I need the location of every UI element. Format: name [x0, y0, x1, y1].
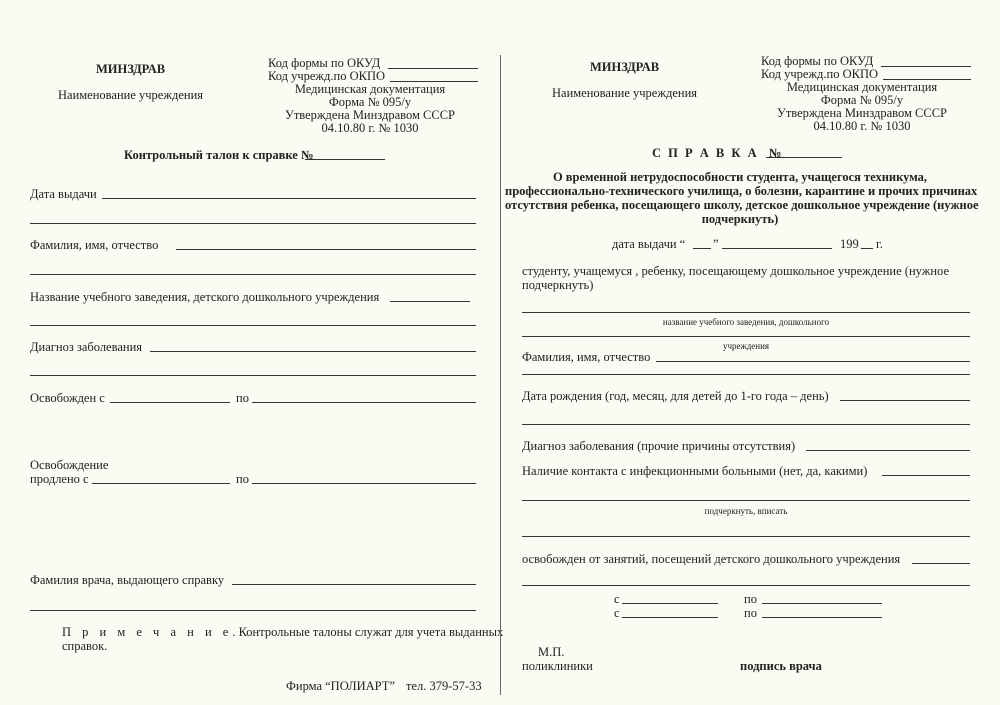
left-title-number-line[interactable] [305, 159, 385, 160]
left-released-from-line[interactable] [110, 402, 230, 403]
left-note [62, 625, 503, 639]
right-contact-label: Наличие контакта с инфекционными больными (нет, да, какими) [522, 464, 868, 478]
right-fullname-line[interactable] [656, 361, 970, 362]
left-note-text: . Контрольные талоны служат для учета выданных [232, 625, 504, 639]
right-issue-date-label: дата выдачи “ [612, 237, 686, 251]
left-released-to-label: по [236, 391, 249, 405]
left-diagnosis-label: Диагноз заболевания [30, 340, 143, 354]
left-fullname-line2[interactable] [30, 274, 476, 275]
right-school-line[interactable] [522, 312, 970, 313]
right-form-number: Форма № 095/у [820, 93, 904, 107]
left-diagnosis-line2[interactable] [30, 375, 476, 376]
right-stamp-label: М.П. [538, 645, 565, 659]
left-doctor-label: Фамилия врача, выдающего справку [30, 573, 225, 587]
right-title: С П Р А В К А № [652, 146, 784, 160]
right-birth-line[interactable] [840, 400, 970, 401]
right-school-line2[interactable] [522, 336, 970, 337]
right-approval-date: 04.10.80 г. № 1030 [813, 119, 911, 133]
right-fullname-line2[interactable] [522, 374, 970, 375]
right-issue-year-g: г. [876, 237, 883, 251]
right-diagnosis-line[interactable] [806, 450, 970, 451]
left-title: Контрольный талон к справке № [124, 148, 314, 162]
left-approved: Утверждена Минздравом СССР [284, 108, 456, 122]
right-subtitle-2: профессионально-технического училища, о болезни, карантине и прочих причинах [505, 184, 978, 198]
left-note-text2: справок. [62, 639, 108, 653]
left-extension-from-line[interactable] [92, 483, 230, 484]
right-to-student-2: подчеркнуть) [522, 278, 594, 292]
right-stamp-clinic: поликлиники [522, 659, 593, 673]
left-ministry: МИНЗДРАВ [96, 62, 166, 76]
right-birth-label: Дата рождения (год, месяц, для детей до 1-го года – день) [522, 389, 829, 403]
right-contact-line2[interactable] [522, 500, 970, 501]
left-okpo-label: Код учрежд.по ОКПО [268, 69, 386, 83]
left-issue-date-line[interactable] [102, 198, 476, 199]
left-released-to-line[interactable] [252, 402, 476, 403]
right-okpo-label: Код учрежд.по ОКПО [761, 67, 879, 81]
right-issue-quote: ” [713, 237, 719, 251]
right-birth-line2[interactable] [522, 424, 970, 425]
left-meddoc: Медицинская документация [294, 82, 446, 96]
right-from-label-1: с [614, 592, 620, 606]
right-subtitle-4: подчеркнуть) [701, 212, 779, 226]
right-released-label: освобожден от занятий, посещений детского дошкольного учреждения [522, 552, 901, 566]
right-subtitle-3: отсутствия ребенка, посещающего школу, детское дошкольное учреждение (нужное [505, 198, 979, 212]
right-issue-month-line[interactable] [722, 248, 832, 249]
right-released-line[interactable] [912, 563, 970, 564]
right-to-label-2: по [744, 606, 757, 620]
right-diagnosis-label: Диагноз заболевания (прочие причины отсутствия) [522, 439, 796, 453]
right-released-line2[interactable] [522, 585, 970, 586]
left-diagnosis-line[interactable] [150, 351, 476, 352]
right-subtitle-1: О временной нетрудоспособности студента, учащегося техникума, [552, 170, 928, 184]
right-meddoc: Медицинская документация [786, 80, 938, 94]
left-okud-line[interactable] [388, 68, 478, 69]
right-title-number-line[interactable] [766, 157, 842, 158]
left-doctor-line[interactable] [232, 584, 476, 585]
right-okud-label: Код формы по ОКУД [761, 54, 874, 68]
right-from-label-2: с [614, 606, 620, 620]
left-extension-to-label: по [236, 472, 249, 486]
right-to-line-2[interactable] [762, 617, 882, 618]
left-institution-label: Наименование учреждения [58, 88, 204, 102]
right-fullname-label: Фамилия, имя, отчество [522, 350, 651, 364]
right-to-label-1: по [744, 592, 757, 606]
right-contact-line[interactable] [882, 475, 970, 476]
right-issue-day-line[interactable] [693, 248, 711, 249]
left-school-label: Название учебного заведения, детского дошкольного учреждения [30, 290, 380, 304]
left-school-line2[interactable] [30, 325, 476, 326]
right-school-hint2: учреждения [722, 341, 770, 351]
right-institution-label: Наименование учреждения [552, 86, 698, 100]
right-issue-year-line[interactable] [861, 248, 873, 249]
left-fullname-line[interactable] [176, 249, 476, 250]
right-approved: Утверждена Минздравом СССР [776, 106, 948, 120]
left-extension-to-line[interactable] [252, 483, 476, 484]
left-doctor-line2[interactable] [30, 610, 476, 611]
left-released-label: Освобожден с [30, 391, 105, 405]
left-phone: тел. 379-57-33 [406, 679, 482, 693]
left-issue-date-label: Дата выдачи [30, 187, 97, 201]
left-extension-label1: Освобождение [30, 458, 109, 472]
right-ministry: МИНЗДРАВ [590, 60, 660, 74]
left-okud-label: Код формы по ОКУД [268, 56, 381, 70]
right-underline-hint: подчеркнуть, вписать [704, 506, 788, 516]
right-from-line-2[interactable] [622, 617, 718, 618]
page-divider [500, 55, 501, 695]
left-extension-label2: продлено с [30, 472, 89, 486]
left-school-line[interactable] [390, 301, 470, 302]
right-to-student: студенту, учащемуся , ребенку, посещающему дошкольное учреждение (нужное [522, 264, 949, 278]
right-okud-line[interactable] [881, 66, 971, 67]
right-to-line-1[interactable] [762, 603, 882, 604]
left-fullname-label: Фамилия, имя, отчество [30, 238, 159, 252]
left-note-label: П р и м е ч а н и е [62, 625, 233, 639]
right-from-line-1[interactable] [622, 603, 718, 604]
right-issue-year: 199 [840, 237, 859, 251]
right-contact-line3[interactable] [522, 536, 970, 537]
left-issue-date-line2[interactable] [30, 223, 476, 224]
left-form-number: Форма № 095/у [328, 95, 412, 109]
left-approval-date: 04.10.80 г. № 1030 [321, 121, 419, 135]
right-school-hint: название учебного заведения, дошкольного [662, 317, 830, 327]
left-firm: Фирма “ПОЛИАРТ” [286, 679, 395, 693]
right-signature-label: подпись врача [740, 659, 822, 673]
